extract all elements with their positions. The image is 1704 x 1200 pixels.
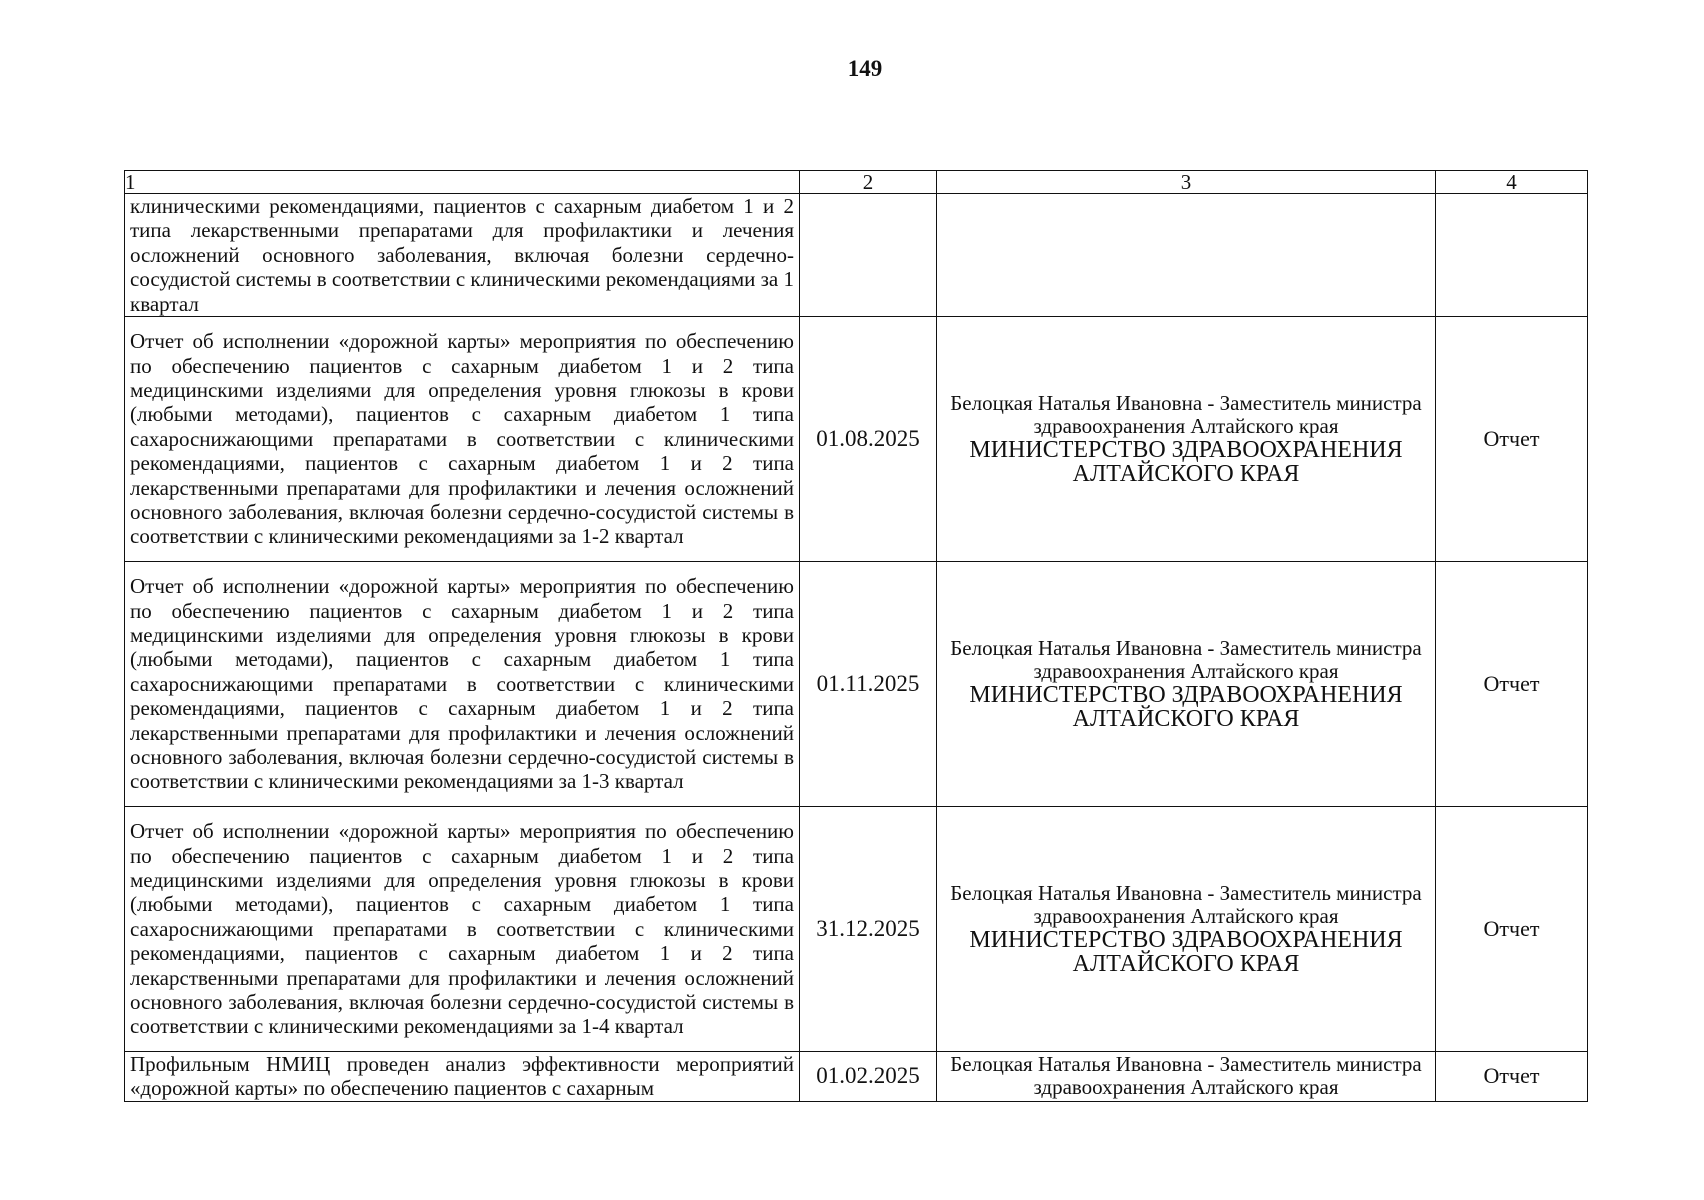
header-col-4: 4 [1436,171,1588,194]
responsible-cell [937,807,1436,1052]
description-cell [125,317,800,562]
date-cell: 31.12.2025 [800,807,937,1052]
date-cell: 01.11.2025 [800,562,937,807]
organization-name: МИНИСТЕРСТВО ЗДРАВООХРАНЕНИЯ АЛТАЙСКОГО КРАЯ [969,927,1403,978]
header-col-2: 2 [800,171,937,194]
result-cell: Отчет [1436,807,1588,1052]
result-cell: Отчет [1436,562,1588,807]
table-header-row [125,171,1588,194]
description-cell [125,807,800,1052]
responsible-cell [937,194,1436,317]
result-cell: Отчет [1436,317,1588,562]
responsible-person: Белоцкая Наталья Ивановна - Заместитель министра здравоохранения Алтайского края [950,881,1422,929]
description-text: клиническими рекомендациями, пациентов с сахарным диабетом 1 и 2 типа лекарственными препаратами для профилактики и лечения осложнений основного заболевания, включая болезни сердечно-сосудистой системы в соответствии с клиническими рекомендациями за 1 квартал [130,194,794,316]
responsible-person: Белоцкая Наталья Ивановна - Заместитель министра здравоохранения Алтайского края [950,636,1422,684]
responsible-person: Белоцкая Наталья Ивановна - Заместитель министра здравоохранения Алтайского края [950,391,1422,439]
responsible-person: Белоцкая Наталья Ивановна - Заместитель министра здравоохранения Алтайского края [950,1052,1422,1100]
result-cell: Отчет [1436,1052,1588,1102]
description-text: Отчет об исполнении «дорожной карты» мероприятия по обеспечению по обеспечению пациентов с сахарным диабетом 1 и 2 типа медицинскими изделиями для определения уровня глюкозы в крови (любыми методами), пациентов с сахарным диабетом 1 типа сахароснижающими препаратами в соответствии с клиническими рекомендациями, пациентов с сахарным диабетом 1 и 2 типа лекарственными препаратами для профилактики и лечения осложнений основного заболевания, включая болезни сердечно-сосудистой системы в соответствии с клиническими рекомендациями за 1-2 квартал [130,329,794,549]
description-text: Отчет об исполнении «дорожной карты» мероприятия по обеспечению по обеспечению пациентов с сахарным диабетом 1 и 2 типа медицинскими изделиями для определения уровня глюкозы в крови (любыми методами), пациентов с сахарным диабетом 1 типа сахароснижающими препаратами в соответствии с клиническими рекомендациями, пациентов с сахарным диабетом 1 и 2 типа лекарственными препаратами для профилактики и лечения осложнений основного заболевания, включая болезни сердечно-сосудистой системы в соответствии с клиническими рекомендациями за 1-4 квартал [130,819,794,1039]
table-row [125,1052,1588,1102]
table-row [125,807,1588,1052]
description-cell [125,562,800,807]
page-number: 149 [847,56,883,81]
description-text: Отчет об исполнении «дорожной карты» мероприятия по обеспечению по обеспечению пациентов с сахарным диабетом 1 и 2 типа медицинскими изделиями для определения уровня глюкозы в крови (любыми методами), пациентов с сахарным диабетом 1 типа сахароснижающими препаратами в соответствии с клиническими рекомендациями, пациентов с сахарным диабетом 1 и 2 типа лекарственными препаратами для профилактики и лечения осложнений основного заболевания, включая болезни сердечно-сосудистой системы в соответствии с клиническими рекомендациями за 1-3 квартал [130,574,794,794]
description-cell [125,1052,800,1102]
table-row [125,562,1588,807]
table-row [125,317,1588,562]
organization-name: МИНИСТЕРСТВО ЗДРАВООХРАНЕНИЯ АЛТАЙСКОГО КРАЯ [969,682,1403,733]
responsible-cell [937,317,1436,562]
table-row [125,194,1588,317]
responsible-cell [937,1052,1436,1102]
responsible-cell [937,562,1436,807]
header-col-3: 3 [937,171,1436,194]
description-text: Профильным НМИЦ проведен анализ эффективности мероприятий «дорожной карты» по обеспечению пациентов с сахарным [130,1052,794,1101]
result-cell [1436,194,1588,317]
organization-name: МИНИСТЕРСТВО ЗДРАВООХРАНЕНИЯ АЛТАЙСКОГО КРАЯ [969,437,1403,488]
date-cell [800,194,937,317]
date-cell: 01.08.2025 [800,317,937,562]
header-col-1: 1 [125,171,800,194]
date-cell: 01.02.2025 [800,1052,937,1102]
roadmap-table [124,170,1588,1102]
description-cell [125,194,800,317]
